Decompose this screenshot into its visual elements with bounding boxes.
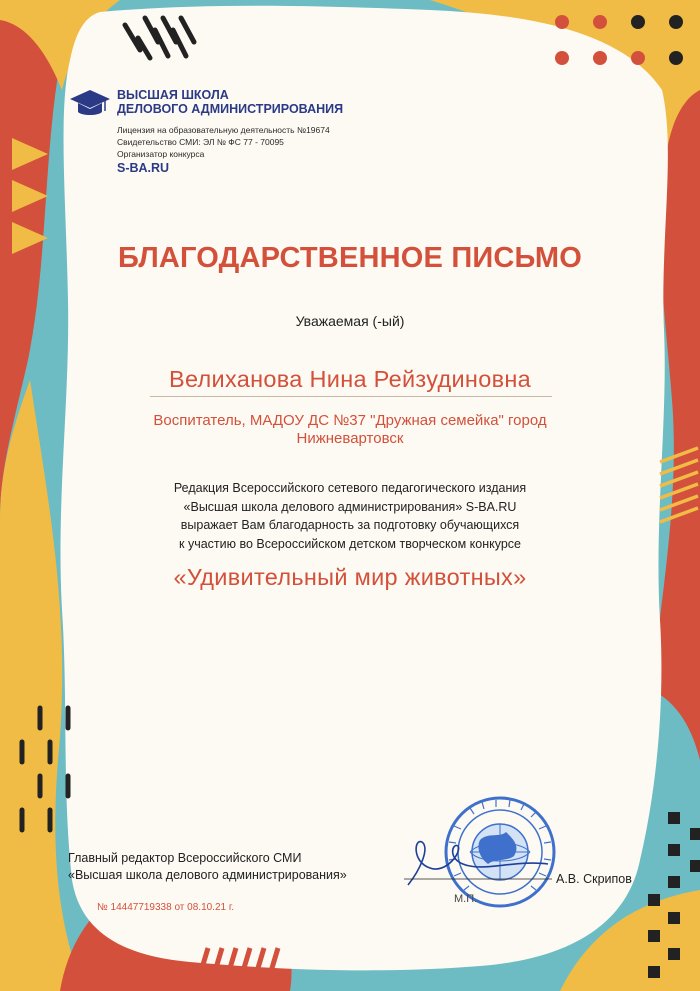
body-line-4: к участию во Всероссийском детском творческом конкурсе — [179, 536, 521, 551]
site-link[interactable]: S-BA.RU — [117, 161, 170, 175]
position-line-1: Воспитатель, МАДОУ ДС №37 "Дружная семейка" город — [153, 412, 547, 429]
editor-line-1: Главный редактор Всероссийского СМИ — [68, 851, 302, 865]
editor-line-2: «Высшая школа делового администрирования» — [68, 868, 347, 882]
contest-name: «Удивительный мир животных» — [173, 564, 527, 590]
license-text: Лицензия на образовательную деятельность №19674 — [117, 125, 330, 135]
triangle-marks — [12, 138, 48, 254]
body-line-1: Редакция Всероссийского сетевого педагогического издания — [173, 481, 527, 495]
stamp-place-label: М.П. — [454, 893, 478, 905]
recipient-name: Велиханова Нина Рейзудиновна — [168, 366, 532, 392]
organization-name — [117, 88, 417, 116]
org-details — [117, 124, 330, 160]
body-line-2: «Высшая школа делового администрирования» S-BA.RU — [183, 499, 517, 514]
body-line-3: выражает Вам благодарность за подготовку обучающихся — [180, 518, 520, 533]
position-line-2: Нижневартовск — [296, 430, 404, 447]
editor-block — [68, 850, 347, 884]
recipient-underline — [150, 396, 552, 397]
organizer-text: Организатор конкурса — [117, 149, 205, 159]
document-title: БЛАГОДАРСТВЕННОЕ ПИСЬМО — [118, 242, 582, 274]
salutation: Уважаемая (-ый) — [295, 313, 405, 329]
signer-name: А.В. Скрипов — [556, 872, 632, 886]
org-name-line-2: ДЕЛОВОГО АДМИНИСТРИРОВАНИЯ — [117, 102, 344, 116]
recipient-position — [100, 412, 600, 448]
org-name-line-1: ВЫСШАЯ ШКОЛА — [117, 88, 229, 102]
media-certificate-text: Свидетельство СМИ: ЭЛ № ФС 77 - 70095 — [117, 137, 284, 147]
document-number: № 14447719338 от 08.10.21 г. — [97, 902, 235, 913]
body-text — [110, 479, 590, 553]
